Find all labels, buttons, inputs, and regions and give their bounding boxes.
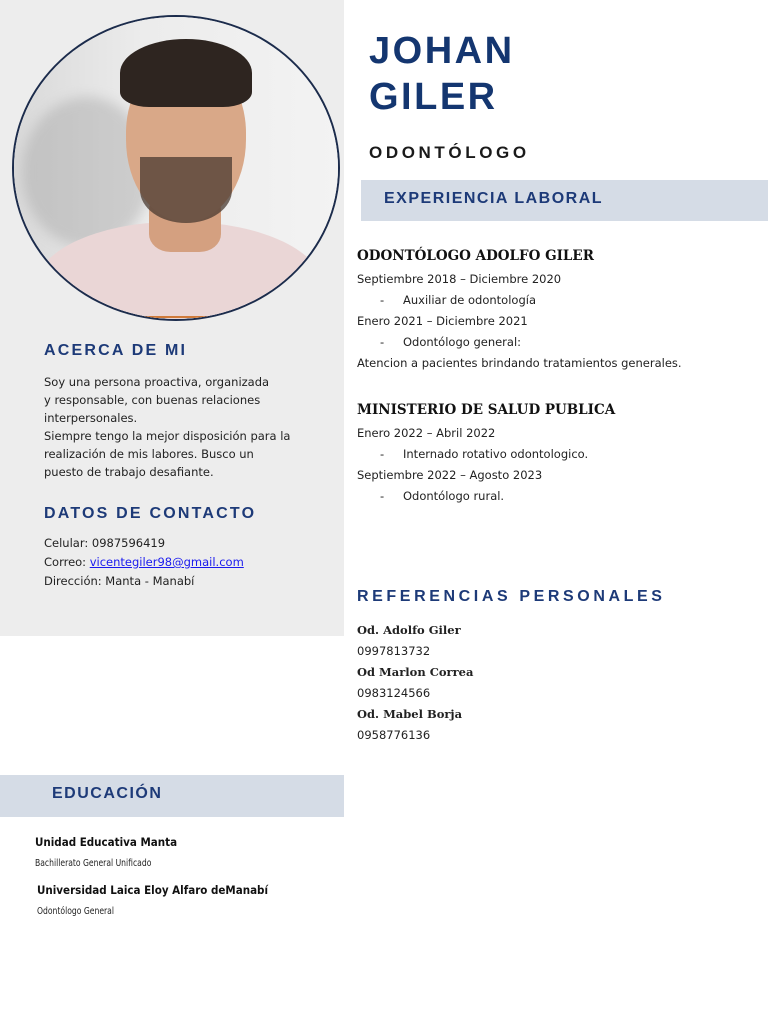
person-name [369,28,515,120]
job-period: Enero 2022 – Abril 2022 [357,426,496,440]
references-heading: REFERENCIAS PERSONALES [357,588,666,605]
job-note: Atencion a pacientes brindando tratamientos generales. [357,356,682,370]
photo-hair [120,39,252,107]
education-band [0,775,344,817]
education-institution: Unidad Educativa Manta [35,835,178,849]
phone-label: Celular: [44,536,89,550]
about-line: puesto de trabajo desafiante. [44,465,214,479]
job-role-text: Odontólogo rural. [403,489,505,503]
reference-phone: 0997813732 [357,644,431,658]
about-line: realización de mis labores. Busco un [44,447,254,461]
about-text [44,373,294,481]
address-value: Manta - Manabí [105,574,195,588]
job-role-text: Odontólogo general: [403,335,522,349]
education-entry [35,835,177,869]
address-label: Dirección: [44,574,102,588]
job-role-text: Internado rotativo odontologico. [403,447,589,461]
phone-value: 0987596419 [91,536,166,550]
experience-heading: EXPERIENCIA LABORAL [384,190,604,207]
email-link[interactable]: vicentegiler98@gmail.com [89,555,244,569]
education-institution: Universidad Laica Eloy Alfaro deManabí [37,883,269,897]
job-employer: MINISTERIO DE SALUD PUBLICA [357,402,616,418]
job-role-text: Auxiliar de odontología [403,293,536,307]
about-line: y responsable, con buenas relaciones [44,393,261,407]
photo-accent-line [74,316,224,318]
references-list [357,620,473,746]
job-period: Enero 2021 – Diciembre 2021 [357,314,528,328]
job-period: Septiembre 2018 – Diciembre 2020 [357,272,562,286]
reference-name: Od. Mabel Borja [357,707,463,721]
education-degree: Bachillerato General Unificado [35,858,152,869]
contact-heading: DATOS DE CONTACTO [44,505,257,522]
profile-photo [12,15,340,321]
about-line: interpersonales. [44,411,138,425]
job-role: - Odontólogo general: [380,335,522,349]
education-entry [37,883,268,917]
job-entry [357,248,682,374]
contact-email-row [44,553,244,572]
job-role: - Odontólogo rural. [380,489,505,503]
photo-beard [140,157,232,223]
first-name: JOHAN [369,30,515,72]
about-line: Siempre tengo la mejor disposición para la [44,429,291,443]
education-heading: EDUCACIÓN [52,785,163,802]
job-role: - Internado rotativo odontologico. [380,447,589,461]
reference-phone: 0958776136 [357,728,431,742]
contact-phone-row [44,534,244,553]
reference-name: Od. Adolfo Giler [357,623,461,637]
job-entry [357,402,615,507]
last-name: GILER [369,76,498,118]
experience-band [361,180,768,221]
profession-title: ODONTÓLOGO [369,143,530,162]
education-degree: Odontólogo General [37,906,114,917]
reference-name: Od Marlon Correa [357,665,474,679]
contact-info [44,534,244,591]
job-period: Septiembre 2022 – Agosto 2023 [357,468,543,482]
reference-phone: 0983124566 [357,686,431,700]
contact-address-row [44,572,244,591]
about-line: Soy una persona proactiva, organizada [44,375,270,389]
job-role: - Auxiliar de odontología [380,293,536,307]
about-heading: ACERCA DE MI [44,342,188,359]
email-label: Correo: [44,555,87,569]
job-employer: ODONTÓLOGO ADOLFO GILER [357,248,594,264]
